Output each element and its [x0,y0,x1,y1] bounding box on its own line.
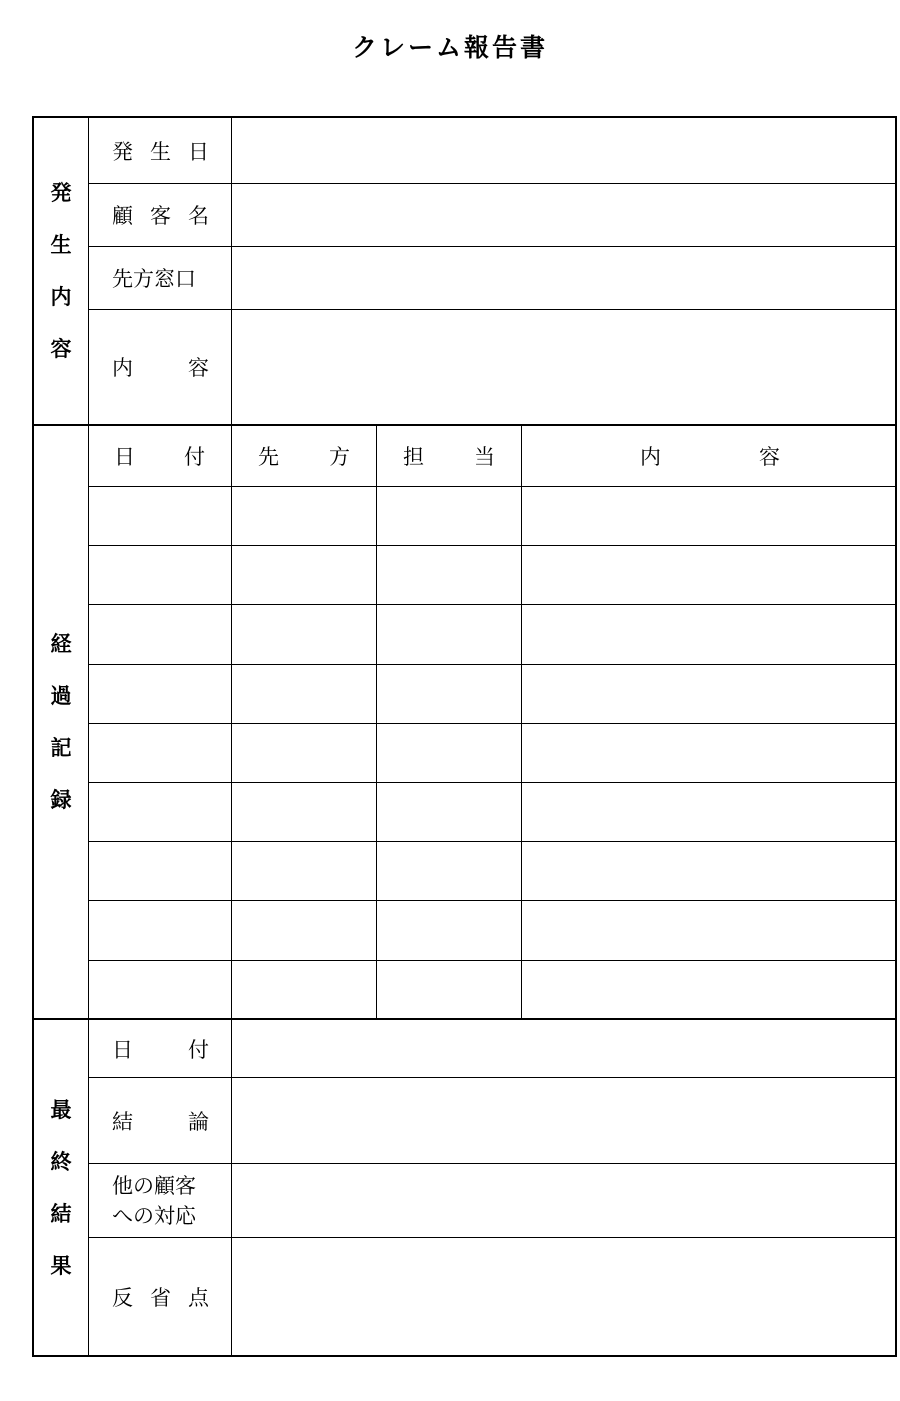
progress-log-row [88,724,895,783]
customer-name-row [88,184,895,247]
log-date-cell[interactable] [88,487,232,545]
log-counterparty-cell[interactable] [232,665,377,723]
log-date-cell[interactable] [88,724,232,782]
log-content-cell[interactable] [522,901,895,959]
occurrence-content-label: 内 容 [88,310,232,424]
progress-log-row [88,665,895,724]
progress-category-label: 経 過 記 録 [34,426,89,1018]
final-date-row [88,1020,895,1078]
log-person-cell[interactable] [377,487,522,545]
contact-label: 先方窓口 [88,247,232,309]
contact-row [88,247,895,310]
conclusion-field[interactable] [232,1078,895,1163]
log-counterparty-cell[interactable] [232,487,377,545]
other-customers-label: 他の顧客 への対応 [88,1164,232,1237]
log-content-cell[interactable] [522,487,895,545]
occurrence-date-row [88,118,895,184]
progress-section [32,424,897,1020]
log-content-cell[interactable] [522,665,895,723]
log-person-cell[interactable] [377,783,522,841]
log-date-cell[interactable] [88,605,232,663]
log-person-cell[interactable] [377,665,522,723]
progress-log-row [88,901,895,960]
progress-header-row [88,426,895,487]
reflection-row [88,1238,895,1355]
log-content-cell[interactable] [522,842,895,900]
contact-field[interactable] [232,247,895,309]
log-date-cell[interactable] [88,842,232,900]
log-person-cell[interactable] [377,546,522,604]
progress-log-row [88,605,895,664]
customer-name-label: 顧 客 名 [88,184,232,246]
conclusion-label: 結 論 [88,1078,232,1163]
progress-log-row [88,546,895,605]
header-content: 内 容 [640,445,780,469]
log-person-cell[interactable] [377,901,522,959]
reflection-label: 反 省 点 [88,1238,232,1355]
log-date-cell[interactable] [88,961,232,1020]
log-counterparty-cell[interactable] [232,961,377,1020]
log-content-cell[interactable] [522,724,895,782]
reflection-field[interactable] [232,1238,895,1355]
progress-log-row [88,783,895,842]
log-date-cell[interactable] [88,783,232,841]
log-counterparty-cell[interactable] [232,901,377,959]
log-counterparty-cell[interactable] [232,783,377,841]
occurrence-section [32,116,897,426]
log-content-cell[interactable] [522,546,895,604]
occurrence-date-label: 発 生 日 [88,118,232,183]
conclusion-row [88,1078,895,1164]
occurrence-date-field[interactable] [232,118,895,183]
log-content-cell[interactable] [522,605,895,663]
log-content-cell[interactable] [522,961,895,1020]
occurrence-category-label: 発 生 内 容 [34,118,89,424]
log-date-cell[interactable] [88,546,232,604]
final-category-label: 最 終 結 果 [34,1020,89,1355]
progress-log-row [88,961,895,1020]
occurrence-content-field[interactable] [232,310,895,424]
customer-name-field[interactable] [232,184,895,246]
progress-log-row [88,842,895,901]
final-date-field[interactable] [232,1020,895,1077]
log-counterparty-cell[interactable] [232,605,377,663]
log-date-cell[interactable] [88,901,232,959]
progress-log-row [88,487,895,546]
log-counterparty-cell[interactable] [232,724,377,782]
final-date-label: 日 付 [88,1020,232,1077]
log-counterparty-cell[interactable] [232,546,377,604]
log-person-cell[interactable] [377,724,522,782]
log-person-cell[interactable] [377,842,522,900]
page-title: クレーム報告書 [351,33,548,62]
log-content-cell[interactable] [522,783,895,841]
occurrence-content-row [88,310,895,424]
header-person-in-charge: 担 当 [377,426,522,486]
header-date: 日 付 [88,426,232,486]
log-person-cell[interactable] [377,605,522,663]
final-section [32,1018,897,1357]
log-date-cell[interactable] [88,665,232,723]
log-person-cell[interactable] [377,961,522,1020]
header-counterparty: 先 方 [232,426,377,486]
other-customers-field[interactable] [232,1164,895,1237]
other-customers-row [88,1164,895,1238]
log-counterparty-cell[interactable] [232,842,377,900]
